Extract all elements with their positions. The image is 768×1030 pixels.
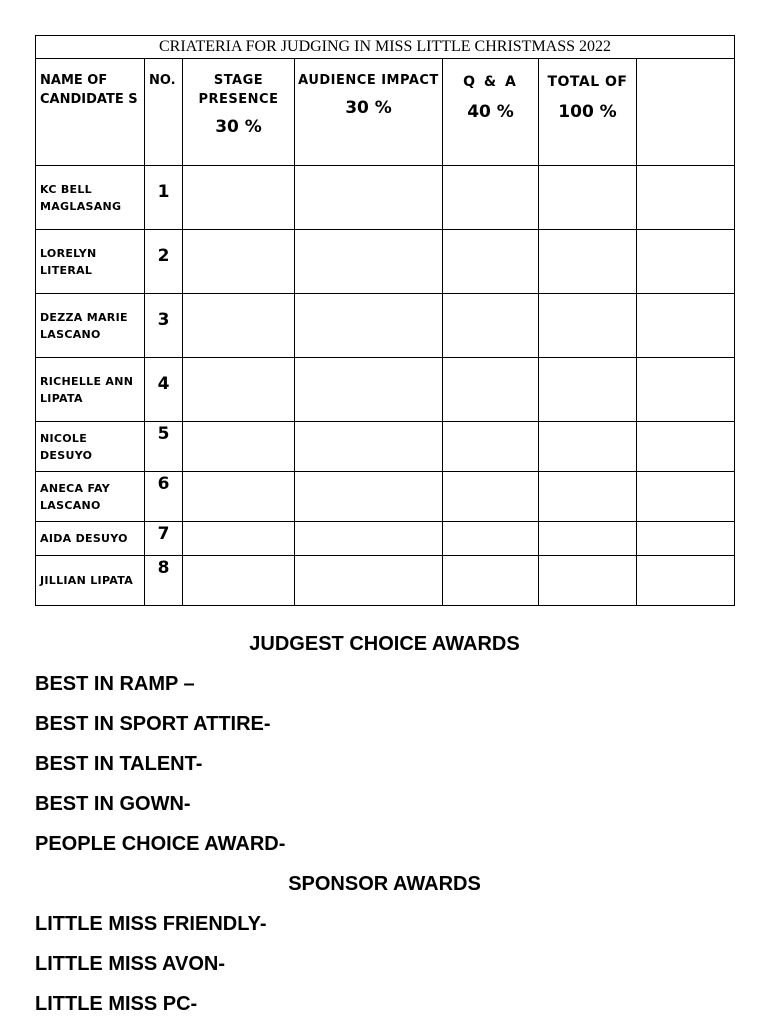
stage-score-cell[interactable] <box>183 166 295 230</box>
candidate-name: RICHELLE ANN LIPATA <box>36 358 145 422</box>
extra-cell[interactable] <box>637 294 735 358</box>
table-row <box>36 422 735 472</box>
qa-score-cell[interactable] <box>443 230 539 294</box>
extra-cell[interactable] <box>637 230 735 294</box>
table-title: CRIATERIA FOR JUDGING IN MISS LITTLE CHRISTMASS 2022 <box>36 36 735 59</box>
header-total-percent: 100 % <box>558 102 617 122</box>
extra-cell[interactable] <box>637 358 735 422</box>
header-audience-percent: 30 % <box>345 98 392 118</box>
candidate-number: 2 <box>145 230 183 294</box>
candidate-name: KC BELL MAGLASANG <box>36 166 145 230</box>
candidate-number: 4 <box>145 358 183 422</box>
header-blank <box>637 59 735 166</box>
stage-score-cell[interactable] <box>183 230 295 294</box>
award-little-miss-avon: LITTLE MISS AVON- <box>35 953 225 975</box>
audience-score-cell[interactable] <box>295 358 443 422</box>
header-qa-percent: 40 % <box>467 102 514 122</box>
award-best-in-gown: BEST IN GOWN- <box>35 793 191 815</box>
stage-score-cell[interactable] <box>183 556 295 606</box>
audience-score-cell[interactable] <box>295 556 443 606</box>
audience-score-cell[interactable] <box>295 230 443 294</box>
table-row <box>36 472 735 522</box>
table-row <box>36 230 735 294</box>
audience-score-cell[interactable] <box>295 166 443 230</box>
qa-score-cell[interactable] <box>443 294 539 358</box>
header-stage-label: STAGE PRESENCE <box>198 73 279 107</box>
header-total-label: TOTAL OF <box>547 74 628 90</box>
sponsor-awards-heading: SPONSOR AWARDS <box>288 873 481 895</box>
stage-score-cell[interactable] <box>183 358 295 422</box>
total-score-cell[interactable] <box>539 556 637 606</box>
header-stage-presence <box>183 59 295 166</box>
total-score-cell[interactable] <box>539 472 637 522</box>
award-best-in-talent: BEST IN TALENT- <box>35 753 203 775</box>
header-total <box>539 59 637 166</box>
candidate-number: 5 <box>145 422 183 472</box>
audience-score-cell[interactable] <box>295 422 443 472</box>
header-qa-label: Q & A <box>463 74 518 90</box>
candidate-name: NICOLE DESUYO <box>36 422 145 472</box>
total-score-cell[interactable] <box>539 422 637 472</box>
judges-choice-heading: JUDGEST CHOICE AWARDS <box>249 633 520 655</box>
award-best-in-sport-attire: BEST IN SPORT ATTIRE- <box>35 713 271 735</box>
candidate-name: ANECA FAY LASCANO <box>36 472 145 522</box>
extra-cell[interactable] <box>637 166 735 230</box>
qa-score-cell[interactable] <box>443 166 539 230</box>
stage-score-cell[interactable] <box>183 522 295 556</box>
candidate-number: 1 <box>145 166 183 230</box>
extra-cell[interactable] <box>637 556 735 606</box>
extra-cell[interactable] <box>637 422 735 472</box>
awards-section <box>35 630 734 1030</box>
stage-score-cell[interactable] <box>183 422 295 472</box>
header-number: NO. <box>145 59 183 166</box>
extra-cell[interactable] <box>637 472 735 522</box>
audience-score-cell[interactable] <box>295 522 443 556</box>
audience-score-cell[interactable] <box>295 294 443 358</box>
table-row <box>36 522 735 556</box>
award-little-miss-friendly: LITTLE MISS FRIENDLY- <box>35 913 267 935</box>
candidate-number: 3 <box>145 294 183 358</box>
candidate-name: LORELYN LITERAL <box>36 230 145 294</box>
header-stage-percent: 30 % <box>215 117 262 137</box>
stage-score-cell[interactable] <box>183 472 295 522</box>
candidate-name: DEZZA MARIE LASCANO <box>36 294 145 358</box>
qa-score-cell[interactable] <box>443 358 539 422</box>
award-people-choice: PEOPLE CHOICE AWARD- <box>35 833 286 855</box>
candidate-number: 8 <box>145 556 183 606</box>
candidate-number: 7 <box>145 522 183 556</box>
extra-cell[interactable] <box>637 522 735 556</box>
audience-score-cell[interactable] <box>295 472 443 522</box>
qa-score-cell[interactable] <box>443 522 539 556</box>
stage-score-cell[interactable] <box>183 294 295 358</box>
judging-criteria-table <box>35 35 735 606</box>
table-row <box>36 358 735 422</box>
header-candidate-name: NAME OF CANDIDATE S <box>36 59 145 166</box>
qa-score-cell[interactable] <box>443 472 539 522</box>
total-score-cell[interactable] <box>539 230 637 294</box>
candidate-name: AIDA DESUYO <box>36 522 145 556</box>
award-little-miss-pc: LITTLE MISS PC- <box>35 993 198 1015</box>
total-score-cell[interactable] <box>539 166 637 230</box>
award-best-in-ramp: BEST IN RAMP – <box>35 673 195 695</box>
total-score-cell[interactable] <box>539 294 637 358</box>
candidate-name: JILLIAN LIPATA <box>36 556 145 606</box>
table-row <box>36 556 735 606</box>
qa-score-cell[interactable] <box>443 422 539 472</box>
qa-score-cell[interactable] <box>443 556 539 606</box>
header-qa <box>443 59 539 166</box>
table-row <box>36 166 735 230</box>
total-score-cell[interactable] <box>539 358 637 422</box>
total-score-cell[interactable] <box>539 522 637 556</box>
candidate-number: 6 <box>145 472 183 522</box>
table-row <box>36 294 735 358</box>
header-audience-impact <box>295 59 443 166</box>
header-audience-label: AUDIENCE IMPACT <box>298 73 439 88</box>
